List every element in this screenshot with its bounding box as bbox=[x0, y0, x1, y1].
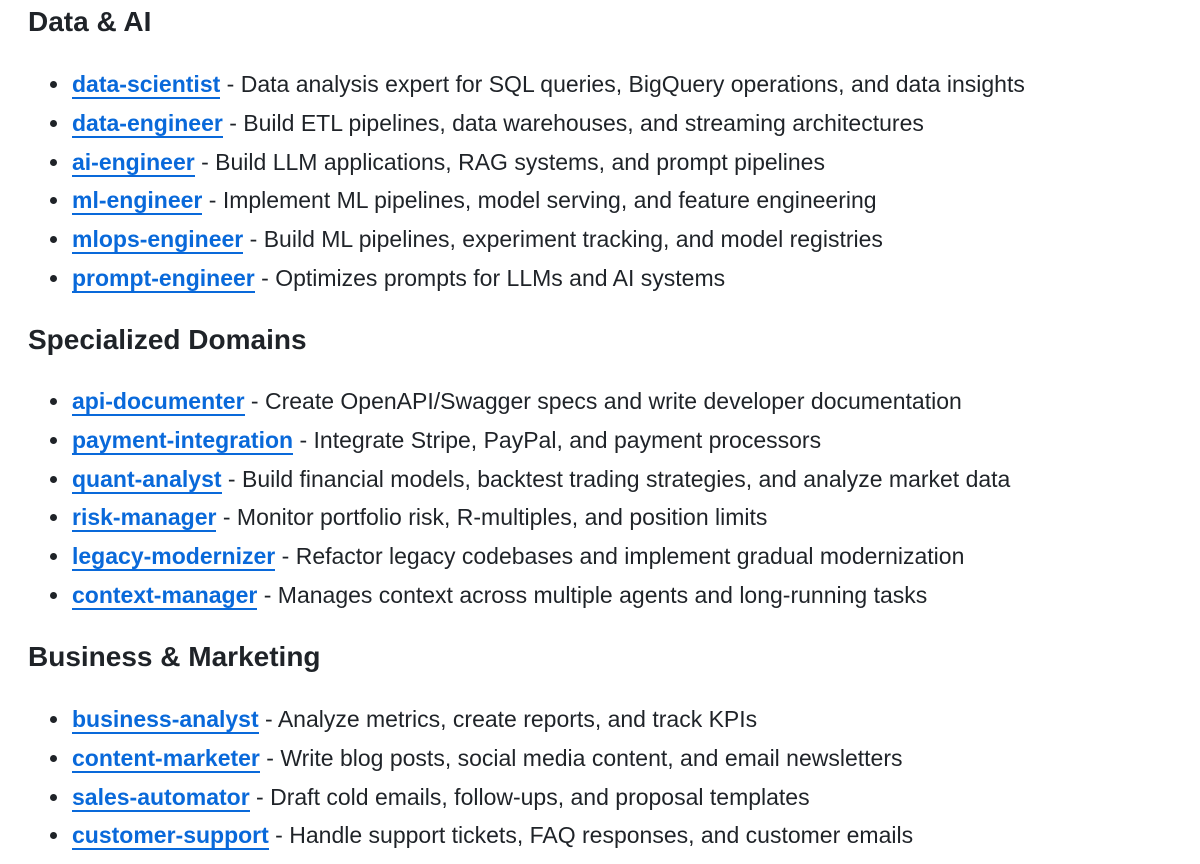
list-item bbox=[28, 778, 913, 817]
section-data-ai bbox=[28, 5, 1025, 291]
bullet-icon bbox=[50, 236, 57, 243]
list-item bbox=[28, 143, 1025, 182]
separator: - bbox=[222, 109, 244, 136]
section-heading: Specialized Domains bbox=[28, 324, 307, 355]
agent-link[interactable]: payment-integration bbox=[72, 426, 294, 453]
bullet-icon bbox=[50, 794, 57, 801]
agent-list bbox=[28, 65, 1025, 298]
agent-link[interactable]: data-engineer bbox=[72, 109, 223, 136]
agent-link[interactable]: api-documenter bbox=[72, 388, 245, 414]
separator: - bbox=[244, 388, 265, 414]
list-item bbox=[28, 65, 1025, 104]
agent-description: Implement ML pipelines, model serving, and feature engineering bbox=[222, 187, 877, 214]
list-item bbox=[28, 537, 1010, 576]
separator: - bbox=[275, 543, 296, 570]
agent-description: Integrate Stripe, PayPal, and payment processors bbox=[313, 426, 822, 453]
bullet-icon bbox=[50, 437, 57, 444]
agent-link[interactable]: ai-engineer bbox=[72, 148, 195, 175]
agent-link[interactable]: data-scientist bbox=[72, 71, 221, 97]
agent-description: Analyze metrics, create reports, and track KPIs bbox=[277, 706, 758, 732]
agent-list bbox=[28, 382, 1010, 615]
bullet-icon bbox=[50, 476, 57, 483]
agent-link[interactable]: quant-analyst bbox=[72, 465, 222, 492]
section-heading: Data & AI bbox=[28, 6, 152, 37]
bullet-icon bbox=[50, 553, 57, 560]
separator: - bbox=[202, 187, 223, 214]
separator: - bbox=[221, 465, 242, 492]
separator: - bbox=[268, 822, 290, 849]
list-item bbox=[28, 259, 1025, 298]
separator: - bbox=[293, 426, 314, 453]
bullet-icon bbox=[50, 755, 57, 762]
bullet-icon bbox=[50, 716, 57, 723]
agent-description: Build LLM applications, RAG systems, and prompt pipelines bbox=[215, 148, 825, 175]
list-item bbox=[28, 739, 913, 778]
list-item bbox=[28, 816, 913, 855]
bullet-icon bbox=[50, 159, 57, 166]
agent-description: Optimizes prompts for LLMs and AI systems bbox=[275, 264, 726, 291]
bullet-icon bbox=[50, 514, 57, 521]
list-item bbox=[28, 576, 1010, 615]
bullet-icon bbox=[50, 275, 57, 282]
agent-list bbox=[28, 700, 913, 855]
agent-description: Write blog posts, social media content, and email newsletters bbox=[280, 744, 903, 771]
separator: - bbox=[254, 264, 276, 291]
separator: - bbox=[216, 504, 237, 531]
agent-description: Monitor portfolio risk, R-multiples, and position limits bbox=[236, 504, 768, 531]
separator: - bbox=[259, 744, 281, 771]
agent-description: Create OpenAPI/Swagger specs and write developer documentation bbox=[264, 388, 962, 414]
agent-link[interactable]: sales-automator bbox=[72, 783, 250, 810]
agent-link[interactable]: risk-manager bbox=[72, 504, 217, 531]
section-heading: Business & Marketing bbox=[28, 641, 321, 672]
agent-description: Build ML pipelines, experiment tracking, and model registries bbox=[263, 226, 883, 253]
agent-description: Data analysis expert for SQL queries, BigQuery operations, and data insights bbox=[240, 71, 1025, 97]
list-item bbox=[28, 700, 913, 739]
separator: - bbox=[243, 226, 264, 253]
separator: - bbox=[257, 581, 278, 608]
separator: - bbox=[194, 148, 216, 175]
agent-link[interactable]: customer-support bbox=[72, 822, 269, 849]
bullet-icon bbox=[50, 81, 57, 88]
section-business-marketing bbox=[28, 640, 914, 849]
agent-link[interactable]: prompt-engineer bbox=[72, 264, 255, 291]
agent-link[interactable]: content-marketer bbox=[72, 744, 260, 771]
bullet-icon bbox=[50, 398, 57, 405]
list-item bbox=[28, 382, 1010, 421]
separator: - bbox=[249, 783, 271, 810]
list-item bbox=[28, 220, 1025, 259]
agent-link[interactable]: ml-engineer bbox=[72, 187, 203, 214]
section-specialized-domains bbox=[28, 323, 1011, 608]
bullet-icon bbox=[50, 832, 57, 839]
agent-link[interactable]: business-analyst bbox=[72, 706, 259, 732]
agent-link[interactable]: context-manager bbox=[72, 581, 258, 608]
agent-description: Manages context across multiple agents and long-running tasks bbox=[277, 581, 928, 608]
separator: - bbox=[220, 71, 241, 97]
separator: - bbox=[258, 706, 278, 732]
list-item bbox=[28, 421, 1010, 460]
bullet-icon bbox=[50, 197, 57, 204]
agent-description: Refactor legacy codebases and implement gradual modernization bbox=[295, 543, 965, 570]
bullet-icon bbox=[50, 592, 57, 599]
agent-description: Build ETL pipelines, data warehouses, and streaming architectures bbox=[243, 109, 924, 136]
list-item bbox=[28, 181, 1025, 220]
agent-description: Build financial models, backtest trading strategies, and analyze market data bbox=[241, 465, 1011, 492]
agent-description: Handle support tickets, FAQ responses, and customer emails bbox=[289, 822, 914, 849]
list-item bbox=[28, 460, 1010, 499]
agent-link[interactable]: legacy-modernizer bbox=[72, 543, 276, 570]
agent-description: Draft cold emails, follow-ups, and proposal templates bbox=[270, 783, 810, 810]
list-item bbox=[28, 104, 1025, 143]
bullet-icon bbox=[50, 120, 57, 127]
list-item bbox=[28, 498, 1010, 537]
agent-link[interactable]: mlops-engineer bbox=[72, 226, 244, 253]
